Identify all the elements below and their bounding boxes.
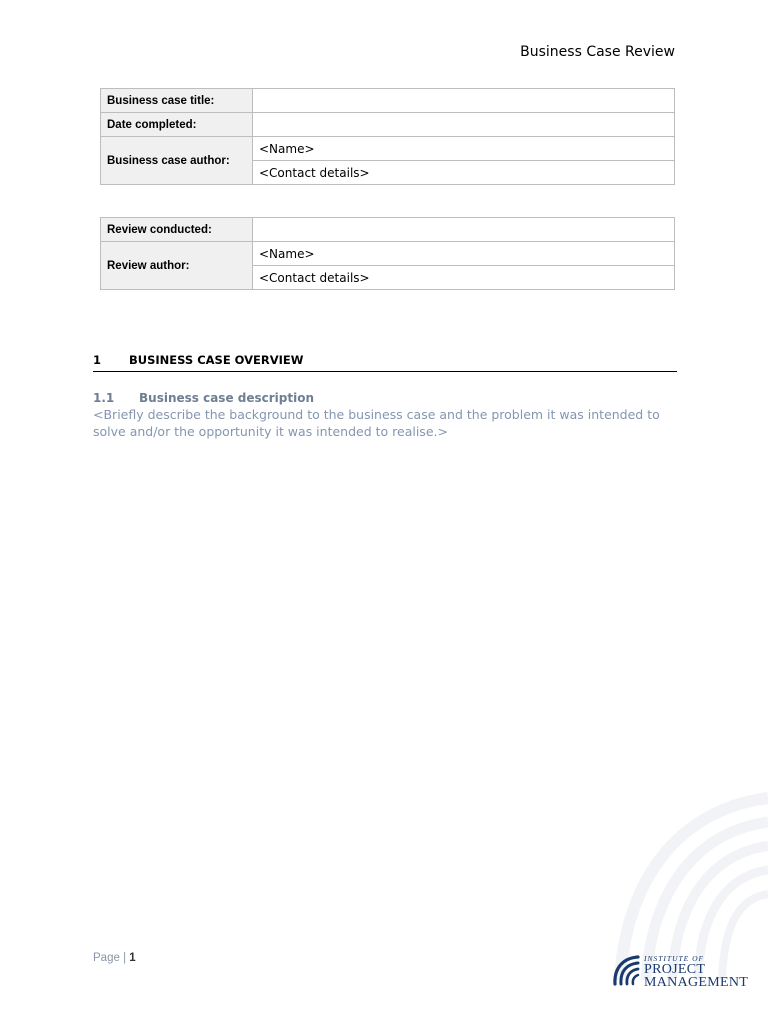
- subsection-title: Business case description: [139, 391, 315, 405]
- subsection-heading: [93, 391, 314, 405]
- review-author-contact-field[interactable]: <Contact details>: [253, 266, 675, 290]
- date-completed-field[interactable]: [253, 113, 675, 137]
- table-row: [101, 218, 675, 242]
- section-title: BUSINESS CASE OVERVIEW: [129, 353, 304, 367]
- review-author-label: Review author:: [101, 242, 253, 290]
- institute-logo: [611, 953, 761, 993]
- page-separator: |: [123, 952, 127, 964]
- date-completed-label: Date completed:: [101, 113, 253, 137]
- business-case-title-label: Business case title:: [101, 89, 253, 113]
- page-footer: [93, 952, 136, 964]
- table-row: [101, 89, 675, 113]
- author-name-field[interactable]: <Name>: [253, 137, 675, 161]
- section-number: 1: [93, 353, 102, 367]
- author-contact-field[interactable]: <Contact details>: [253, 161, 675, 185]
- business-case-author-label: Business case author:: [101, 137, 253, 185]
- subsection-number: 1.1: [93, 391, 115, 405]
- swirl-logo-icon: [611, 953, 641, 989]
- table-row: [101, 113, 675, 137]
- table-row: [101, 242, 675, 266]
- logo-line-2: MANAGEMENT: [644, 975, 749, 990]
- document-header-title: Business Case Review: [520, 44, 675, 60]
- business-case-title-field[interactable]: [253, 89, 675, 113]
- review-info-table: [100, 217, 675, 290]
- table-row: [101, 137, 675, 161]
- page-label: Page: [93, 952, 120, 964]
- logo-line-1: PROJECT: [644, 962, 706, 977]
- logo-small-text: INSTITUTE OF: [644, 954, 705, 963]
- description-placeholder-text[interactable]: <Briefly describe the background to the business case and the problem it was intended to solve and/or the opportunity it was intended to realise.>: [93, 407, 660, 439]
- review-conducted-field[interactable]: [253, 218, 675, 242]
- page-number: 1: [129, 952, 136, 964]
- section-heading: [93, 353, 677, 372]
- business-case-info-table: [100, 88, 675, 185]
- review-author-name-field[interactable]: <Name>: [253, 242, 675, 266]
- background-swoosh-decoration: [608, 790, 768, 980]
- review-conducted-label: Review conducted:: [101, 218, 253, 242]
